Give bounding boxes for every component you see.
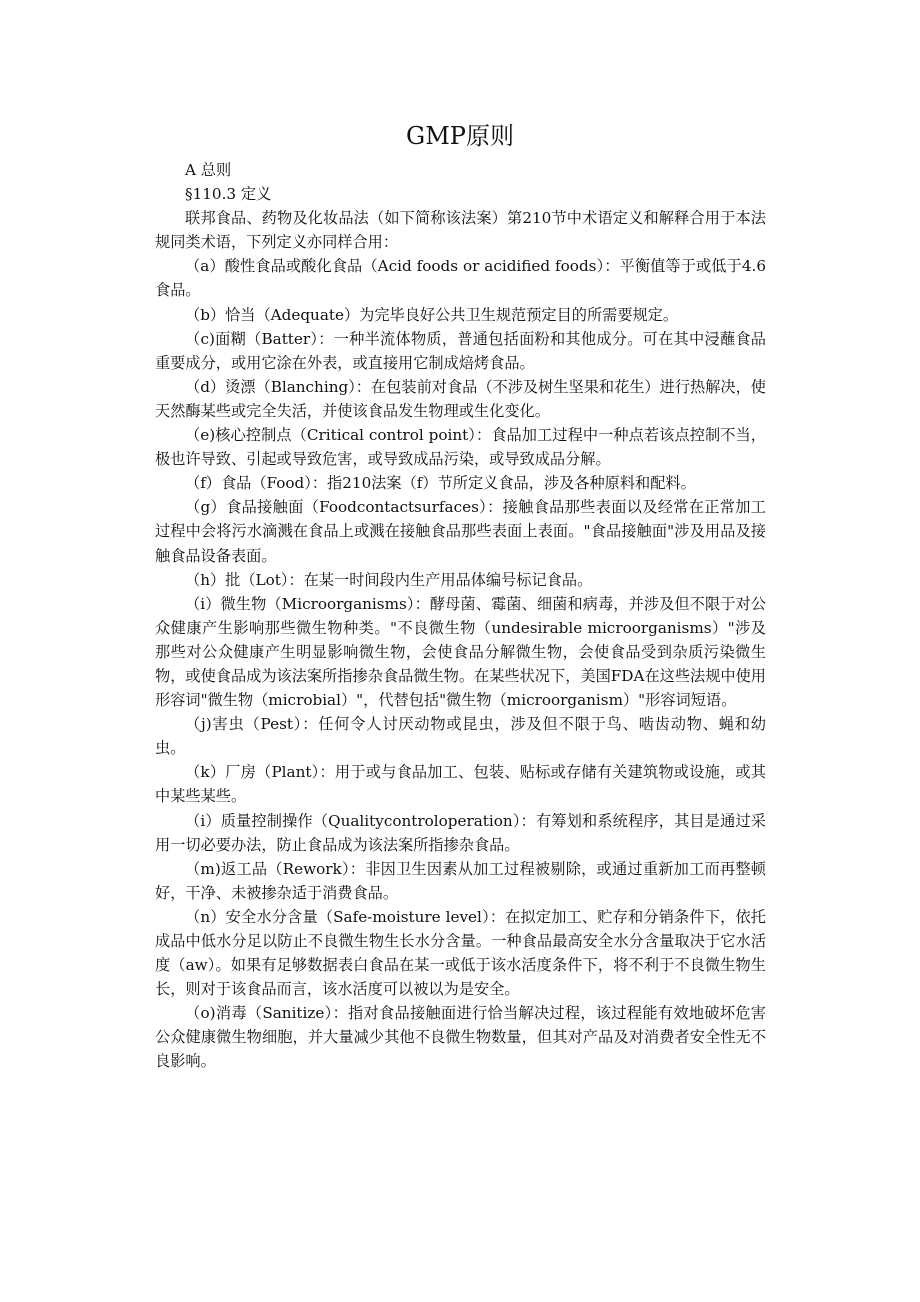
clause-heading: §110.3 定义 [185,185,272,204]
document-body [155,158,766,1074]
section-heading: A 总则 [185,161,232,179]
definition-o: （o)消毒（Sanitize）：指对食品接触面进行恰当解决过程，该过程能有效地破坏危害公众健康微生物细胞，并大量减少其他不良微生物数量，但其对产品及对消费者安全性无不良影响。 [155,1004,766,1071]
definition-n: （n）安全水分含量（Safe-moisture level）：在拟定加工、贮存和分销条件下，依托成品中低水分足以防止不良微生物生长水分含量。一种食品最高安全水分含量取决于它水活度（aw）。如果有足够数据表白食品在某一或低于该水活度条件下，将不利于不良微生物生长，则对于该食品而言，该水活度可以被以为是安全。 [155,907,766,999]
definition-f: （f）食品（Food）：指210法案（f）节所定义食品，涉及各种原料和配料。 [185,474,696,493]
definition-h: （h）批（Lot）：在某一时间段内生产用品体编号标记食品。 [185,570,593,589]
definition-m: （m)返工品（Rework）：非因卫生因素从加工过程被剔除，或通过重新加工而再整顿好，干净、未被掺杂适于消费食品。 [155,859,766,902]
definition-c: （c)面糊（Batter）：一种半流体物质，普通包括面粉和其他成分。可在其中浸蘸食品重要成分，或用它涂在外表，或直接用它制成焙烤食品。 [155,329,766,372]
definition-e: （e)核心控制点（Critical control point）：食品加工过程中一种点若该点控制不当，极也许导致、引起或导致危害，或导致成品污染，或导致成品分解。 [155,426,766,469]
definition-b: （b）恰当（Adequate）为完毕良好公共卫生规范预定目的所需要规定。 [185,305,679,324]
intro-paragraph: 联邦食品、药物及化妆品法（如下简称该法案）第210节中术语定义和解释合用于本法规同类术语，下列定义亦同样合用： [155,209,766,252]
definition-l: （i）质量控制操作（Qualitycontroloperation）：有筹划和系统程序，其目是通过采用一切必要办法，防止食品成为该法案所指掺杂食品。 [155,811,766,854]
definition-a: （a）酸性食品或酸化食品（Acid foods or acidified foods）：平衡值等于或低于4.6食品。 [155,257,766,300]
definition-j: （j)害虫（Pest）：任何令人讨厌动物或昆虫，涉及但不限于鸟、啮齿动物、蝇和幼虫。 [155,715,766,758]
definition-i: （i）微生物（Microorganisms）：酵母菌、霉菌、细菌和病毒，并涉及但不限于对公众健康产生影响那些微生物种类。"不良微生物（undesirable microorganisms）"涉及那些对公众健康产生明显影响微生物，会使食品分解微生物，会使食品受到杂质污染微生物，或使食品成为该法案所指掺杂食品微生物。在某些状况下，美国FDA在这些法规中使用形容词"微生物（microbial）"，代替包括"微生物（microorganism）"形容词短语。 [155,594,766,710]
document-title: GMP原则 [406,122,514,150]
definition-d: （d）烫漂（Blanching）：在包装前对食品（不涉及树生坚果和花生）进行热解决，使天然酶某些或完全失活，并使该食品发生物理或生化变化。 [155,377,766,420]
definition-k: （k）厂房（Plant）：用于或与食品加工、包装、贴标或存储有关建筑物或设施，或其中某些某些。 [155,763,766,806]
definition-g: （g）食品接触面（Foodcontactsurfaces）：接触食品那些表面以及经常在正常加工过程中会将污水滴溅在食品上或溅在接触食品那些表面上表面。"食品接触面"涉及用品及接触食品设备表面。 [155,498,766,565]
